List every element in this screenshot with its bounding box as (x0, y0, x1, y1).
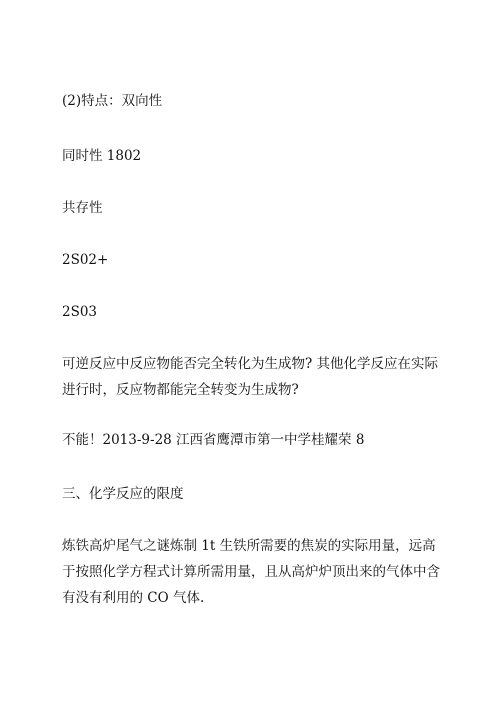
feature-heading: (2)特点：双向性 (62, 93, 163, 109)
question-line-1: 可逆反应中反应物能否完全转化为生成物? 其他化学反应在实际 (62, 356, 439, 372)
product-formula: 2S03 (62, 304, 98, 320)
reactant-formula: 2S02+ (62, 252, 109, 268)
blast-furnace-line-3: 有没有利用的 CO 气体. (62, 590, 205, 606)
answer-footer-line: 不能！2013-9-28 江西省鹰潭市第一中学桂耀荣 8 (62, 432, 365, 448)
blast-furnace-line-1: 炼铁高炉尾气之谜炼制 1t 生铁所需要的焦炭的实际用量，远高 (62, 538, 436, 554)
question-line-2: 进行时，反应物都能完全转变为生成物? (62, 382, 299, 398)
reversible-reaction-question (62, 351, 438, 403)
coexistence-line: 共存性 (62, 200, 103, 216)
blast-furnace-paragraph (62, 533, 438, 611)
section-heading: 三、化学反应的限度 (62, 486, 184, 502)
blast-furnace-line-2: 于按照化学方程式计算所需用量，且从高炉炉顶出来的气体中含 (62, 564, 440, 580)
simultaneity-line: 同时性 1802 (62, 148, 142, 164)
